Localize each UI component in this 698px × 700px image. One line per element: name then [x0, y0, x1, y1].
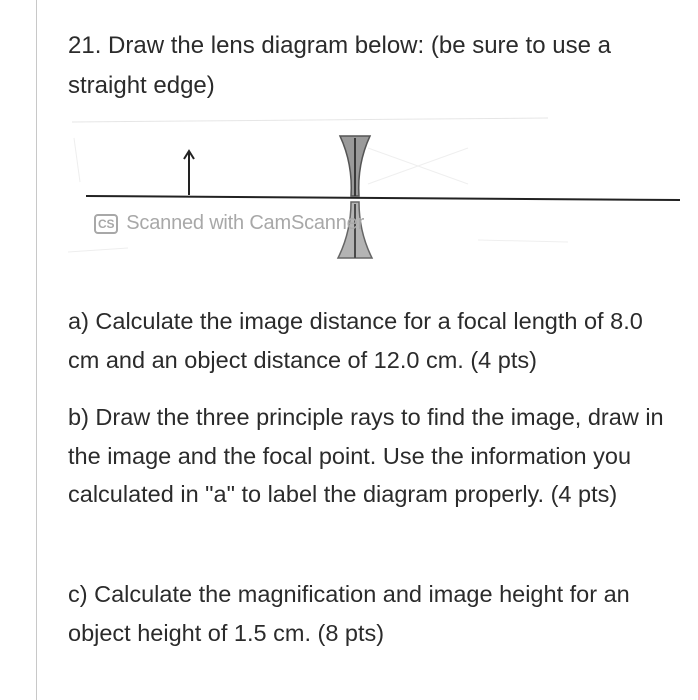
camscanner-watermark [94, 212, 364, 235]
scan-artifact-line [72, 118, 548, 122]
question-title: 21. Draw the lens diagram below: (be sure to use a straight edge) [68, 32, 611, 99]
camscanner-watermark-text: Scanned with CamScanner [126, 212, 365, 234]
lens-diagram [68, 112, 698, 272]
scan-artifact-line [68, 248, 128, 252]
principal-axis [86, 196, 680, 200]
scan-artifact-line [74, 138, 80, 182]
scan-artifact-line [478, 240, 568, 242]
part-a-text: a) Calculate the image distance for a focal length of 8.0 cm and an object distance of 12.0 cm. (4 pts) [68, 308, 643, 373]
lens-diagram-scan [68, 112, 698, 272]
part-c-text: c) Calculate the magnification and image height for an object height of 1.5 cm. (8 pts) [68, 581, 630, 646]
part-b-text: b) Draw the three principle rays to find the image, draw in the image and the focal point. Use the information you calculated in "a" to label the diagram properly. (4 pts) [68, 404, 664, 507]
camscanner-logo: CS [94, 214, 118, 234]
